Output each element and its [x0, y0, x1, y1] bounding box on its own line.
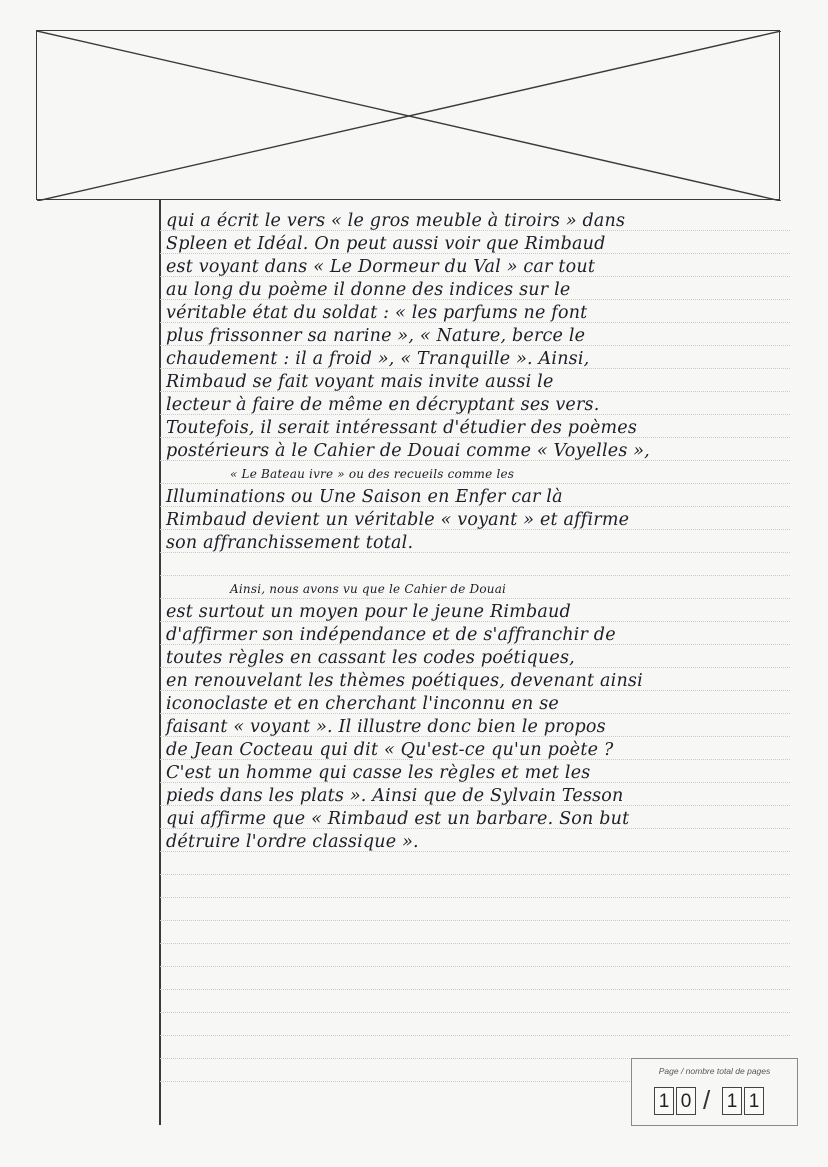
essay-line: chaudement : il a froid », « Tranquille ». Ainsi,: [166, 349, 590, 369]
essay-line: d'affirmer son indépendance et de s'affranchir de: [166, 625, 616, 645]
essay-line: en renouvelant les thèmes poétiques, devenant ainsi: [166, 671, 643, 691]
ruled-line: [160, 897, 790, 898]
essay-line: Illuminations ou Une Saison en Enfer car là: [166, 487, 563, 507]
page-counter-box: [631, 1058, 798, 1126]
paragraph-gap: [166, 555, 792, 578]
essay-line: plus frissonner sa narine », « Nature, berce le: [166, 326, 586, 346]
essay-line: Spleen et Idéal. On peut aussi voir que Rimbaud: [166, 234, 606, 254]
essay-line: iconoclaste et en cherchant l'inconnu en se: [166, 694, 559, 714]
essay-line: pieds dans les plats ». Ainsi que de Sylvain Tesson: [166, 786, 624, 806]
essay-line: faisant « voyant ». Il illustre donc bien le propos: [166, 717, 606, 737]
ruled-line: [160, 874, 790, 875]
essay-line: Ainsi, nous avons vu que le Cahier de Douai: [230, 582, 507, 596]
essay-line: Rimbaud devient un véritable « voyant » et affirme: [166, 510, 630, 530]
essay-line: lecteur à faire de même en décryptant ses vers.: [166, 395, 600, 415]
ruled-line: [160, 966, 790, 967]
essay-line: de Jean Cocteau qui dit « Qu'est-ce qu'un poète ?: [166, 740, 614, 760]
current-page-digit: 1: [654, 1087, 674, 1115]
essay-line: au long du poème il donne des indices sur le: [166, 280, 571, 300]
cross-lines-icon: [37, 31, 781, 201]
total-pages-digit: 1: [722, 1087, 742, 1115]
essay-line: est surtout un moyen pour le jeune Rimbaud: [166, 602, 571, 622]
ruled-line: [160, 1035, 790, 1036]
essay-line: Toutefois, il serait intéressant d'étudier des poèmes: [166, 418, 638, 438]
essay-line: détruire l'ordre classique ».: [166, 832, 419, 852]
page-separator-slash: /: [703, 1085, 711, 1115]
total-pages-digit: 1: [744, 1087, 764, 1115]
ruled-line: [160, 920, 790, 921]
essay-line: postérieurs à le Cahier de Douai comme « Voyelles »,: [166, 441, 650, 461]
essay-line: est voyant dans « Le Dormeur du Val » car tout: [166, 257, 596, 277]
essay-line: C'est un homme qui casse les règles et met les: [166, 763, 591, 783]
essay-line: qui affirme que « Rimbaud est un barbare. Son but: [166, 809, 630, 829]
essay-line: « Le Bateau ivre » ou des recueils comme les: [230, 467, 515, 481]
essay-line: toutes règles en cassant les codes poétiques,: [166, 648, 575, 668]
page-counter-label: Page / nombre total de pages: [658, 1066, 771, 1076]
handwritten-essay: [166, 210, 792, 854]
essay-line: qui a écrit le vers « le gros meuble à tiroirs » dans: [166, 211, 626, 231]
ruled-line: [160, 989, 790, 990]
essay-line: Rimbaud se fait voyant mais invite aussi le: [166, 372, 554, 392]
ruled-line: [160, 1012, 790, 1013]
essay-line: son affranchissement total.: [166, 533, 414, 553]
ruled-line: [160, 943, 790, 944]
essay-line: véritable état du soldat : « les parfums ne font: [166, 303, 588, 323]
crossed-out-header-box: [36, 30, 780, 200]
current-page-digit: 0: [676, 1087, 696, 1115]
